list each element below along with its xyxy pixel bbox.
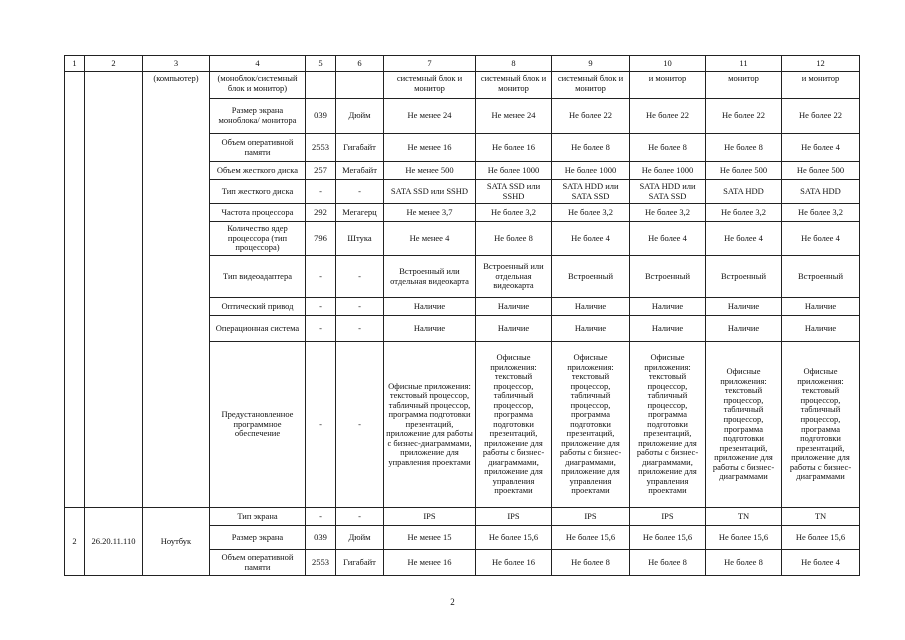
characteristic-name: Тип экрана [210, 508, 306, 526]
value-cell: Не менее 24 [476, 99, 552, 134]
value-cell: Не менее 16 [384, 134, 476, 162]
unit-name: Штука [336, 222, 384, 256]
header-row [65, 56, 860, 72]
characteristic-name: Объем оперативной памяти [210, 134, 306, 162]
value-cell: Не более 8 [476, 222, 552, 256]
unit-name: Гигабайт [336, 134, 384, 162]
value-cell: Не менее 16 [384, 550, 476, 576]
value-cell: Не менее 500 [384, 162, 476, 180]
item-number-cell: 2 [65, 508, 85, 576]
value-cell: Не более 16 [476, 134, 552, 162]
value-cell: Встроенный или отдельная видеокарта [384, 256, 476, 298]
column-number: 3 [143, 56, 210, 72]
unit-name: Гигабайт [336, 550, 384, 576]
unit-name [336, 72, 384, 99]
value-cell: Не более 8 [552, 134, 630, 162]
column-number: 4 [210, 56, 306, 72]
okei-code: 2553 [306, 550, 336, 576]
value-cell: и монитор [630, 72, 706, 99]
value-cell: Наличие [476, 298, 552, 316]
value-cell: системный блок и монитор [384, 72, 476, 99]
column-number: 10 [630, 56, 706, 72]
column-number: 9 [552, 56, 630, 72]
value-cell: Не более 4 [782, 550, 860, 576]
unit-name: Мегагерц [336, 204, 384, 222]
value-cell: монитор [706, 72, 782, 99]
okei-code: 257 [306, 162, 336, 180]
value-cell: Встроенный [630, 256, 706, 298]
okei-code: - [306, 180, 336, 204]
value-cell: Офисные приложения: текстовый процессор, табличный процессор, программа подготовки презентаций, приложение для работы с бизнес-диаграммами, приложение для управления проектами [476, 342, 552, 508]
okei-code: - [306, 298, 336, 316]
value-cell: Не более 4 [630, 222, 706, 256]
table-row [65, 508, 860, 526]
value-cell: Не более 15,6 [552, 526, 630, 550]
item-name-cell: Ноутбук [143, 508, 210, 576]
column-number: 5 [306, 56, 336, 72]
column-number: 7 [384, 56, 476, 72]
column-number: 2 [85, 56, 143, 72]
value-cell: Наличие [782, 298, 860, 316]
value-cell: Не более 15,6 [476, 526, 552, 550]
characteristic-name: Тип жесткого диска [210, 180, 306, 204]
characteristic-name: Объем оперативной памяти [210, 550, 306, 576]
unit-name: Мегабайт [336, 162, 384, 180]
column-number: 1 [65, 56, 85, 72]
okei-code: - [306, 316, 336, 342]
value-cell: Не менее 4 [384, 222, 476, 256]
value-cell: Не более 8 [706, 134, 782, 162]
value-cell: SATA SSD или SSHD [384, 180, 476, 204]
value-cell: Не более 22 [552, 99, 630, 134]
value-cell: IPS [384, 508, 476, 526]
value-cell: Не более 500 [782, 162, 860, 180]
value-cell: Не более 3,2 [630, 204, 706, 222]
value-cell: Не более 4 [706, 222, 782, 256]
value-cell: Не более 1000 [476, 162, 552, 180]
value-cell: Встроенный или отдельная видеокарта [476, 256, 552, 298]
value-cell: Не более 4 [552, 222, 630, 256]
value-cell: и монитор [782, 72, 860, 99]
unit-name: - [336, 342, 384, 508]
value-cell: Не более 15,6 [630, 526, 706, 550]
value-cell: Не более 8 [630, 134, 706, 162]
value-cell: Наличие [552, 316, 630, 342]
item-name-cell: (компьютер) [143, 72, 210, 508]
value-cell: системный блок и монитор [552, 72, 630, 99]
column-number: 8 [476, 56, 552, 72]
value-cell: TN [706, 508, 782, 526]
value-cell: системный блок и монитор [476, 72, 552, 99]
value-cell: Наличие [630, 316, 706, 342]
value-cell: Не более 22 [706, 99, 782, 134]
unit-name: - [336, 256, 384, 298]
value-cell: Офисные приложения: текстовый процессор, табличный процессор, программа подготовки презентаций, приложение для работы с бизнес-диаграммами [706, 342, 782, 508]
okei-code: 2553 [306, 134, 336, 162]
value-cell: SATA HDD или SATA SSD [630, 180, 706, 204]
okei-code: - [306, 342, 336, 508]
value-cell: Наличие [706, 298, 782, 316]
value-cell: Встроенный [782, 256, 860, 298]
value-cell: SATA SSD или SSHD [476, 180, 552, 204]
value-cell: Наличие [782, 316, 860, 342]
okpd2-code-cell [85, 72, 143, 508]
okpd2-code-cell: 26.20.11.110 [85, 508, 143, 576]
value-cell: Не более 15,6 [782, 526, 860, 550]
value-cell: Наличие [630, 298, 706, 316]
specification-table [64, 55, 860, 576]
unit-name: Дюйм [336, 526, 384, 550]
value-cell: Не более 1000 [552, 162, 630, 180]
okei-code: - [306, 256, 336, 298]
value-cell: Не более 22 [782, 99, 860, 134]
okei-code: - [306, 508, 336, 526]
table-row [65, 72, 860, 99]
item-number-cell [65, 72, 85, 508]
characteristic-name: Частота процессора [210, 204, 306, 222]
characteristic-name: (моноблок/системный блок и монитор) [210, 72, 306, 99]
value-cell: SATA HDD [782, 180, 860, 204]
value-cell: Не более 16 [476, 550, 552, 576]
value-cell: Не более 22 [630, 99, 706, 134]
value-cell: Не более 3,2 [782, 204, 860, 222]
okei-code: 039 [306, 99, 336, 134]
okei-code: 292 [306, 204, 336, 222]
value-cell: Не менее 3,7 [384, 204, 476, 222]
value-cell: Не более 1000 [630, 162, 706, 180]
value-cell: Не более 8 [552, 550, 630, 576]
characteristic-name: Размер экрана [210, 526, 306, 550]
column-number: 12 [782, 56, 860, 72]
value-cell: Не более 3,2 [476, 204, 552, 222]
unit-name: - [336, 298, 384, 316]
column-number: 11 [706, 56, 782, 72]
characteristic-name: Объем жесткого диска [210, 162, 306, 180]
value-cell: Офисные приложения: текстовый процессор, табличный процессор, программа подготовки презентаций, приложение для работы с бизнес-диаграммами [782, 342, 860, 508]
value-cell: Офисные приложения: текстовый процессор, табличный процессор, программа подготовки презентаций, приложение для работы с бизнес-диаграммами, приложение для управления проектами [552, 342, 630, 508]
okei-code [306, 72, 336, 99]
value-cell: Встроенный [706, 256, 782, 298]
value-cell: IPS [552, 508, 630, 526]
characteristic-name: Оптический привод [210, 298, 306, 316]
value-cell: IPS [476, 508, 552, 526]
value-cell: Наличие [706, 316, 782, 342]
value-cell: Не более 3,2 [706, 204, 782, 222]
value-cell: Наличие [552, 298, 630, 316]
unit-name: Дюйм [336, 99, 384, 134]
value-cell: Наличие [384, 316, 476, 342]
characteristic-name: Количество ядер процессора (тип процессора) [210, 222, 306, 256]
value-cell: Не более 15,6 [706, 526, 782, 550]
page-number: 2 [450, 597, 455, 607]
column-number: 6 [336, 56, 384, 72]
value-cell: Не более 3,2 [552, 204, 630, 222]
value-cell: Не более 4 [782, 222, 860, 256]
characteristic-name: Предустановленное программное обеспечение [210, 342, 306, 508]
characteristic-name: Операционная система [210, 316, 306, 342]
value-cell: Офисные приложения: текстовый процессор, табличный процессор, программа подготовки презентаций, приложение для работы с бизнес-диаграммами, приложение для управления проектами [384, 342, 476, 508]
okei-code: 796 [306, 222, 336, 256]
unit-name: - [336, 180, 384, 204]
characteristic-name: Тип видеоадаптера [210, 256, 306, 298]
value-cell: Не более 8 [706, 550, 782, 576]
value-cell: Не более 4 [782, 134, 860, 162]
characteristic-name: Размер экрана моноблока/ монитора [210, 99, 306, 134]
value-cell: Наличие [384, 298, 476, 316]
value-cell: IPS [630, 508, 706, 526]
unit-name: - [336, 508, 384, 526]
value-cell: Не менее 24 [384, 99, 476, 134]
value-cell: Не более 500 [706, 162, 782, 180]
value-cell: SATA HDD [706, 180, 782, 204]
value-cell: Наличие [476, 316, 552, 342]
okei-code: 039 [306, 526, 336, 550]
value-cell: TN [782, 508, 860, 526]
value-cell: SATA HDD или SATA SSD [552, 180, 630, 204]
value-cell: Офисные приложения: текстовый процессор, табличный процессор, программа подготовки презентаций, приложение для работы с бизнес-диаграммами, приложение для управления проектами [630, 342, 706, 508]
value-cell: Не более 8 [630, 550, 706, 576]
value-cell: Не менее 15 [384, 526, 476, 550]
value-cell: Встроенный [552, 256, 630, 298]
unit-name: - [336, 316, 384, 342]
